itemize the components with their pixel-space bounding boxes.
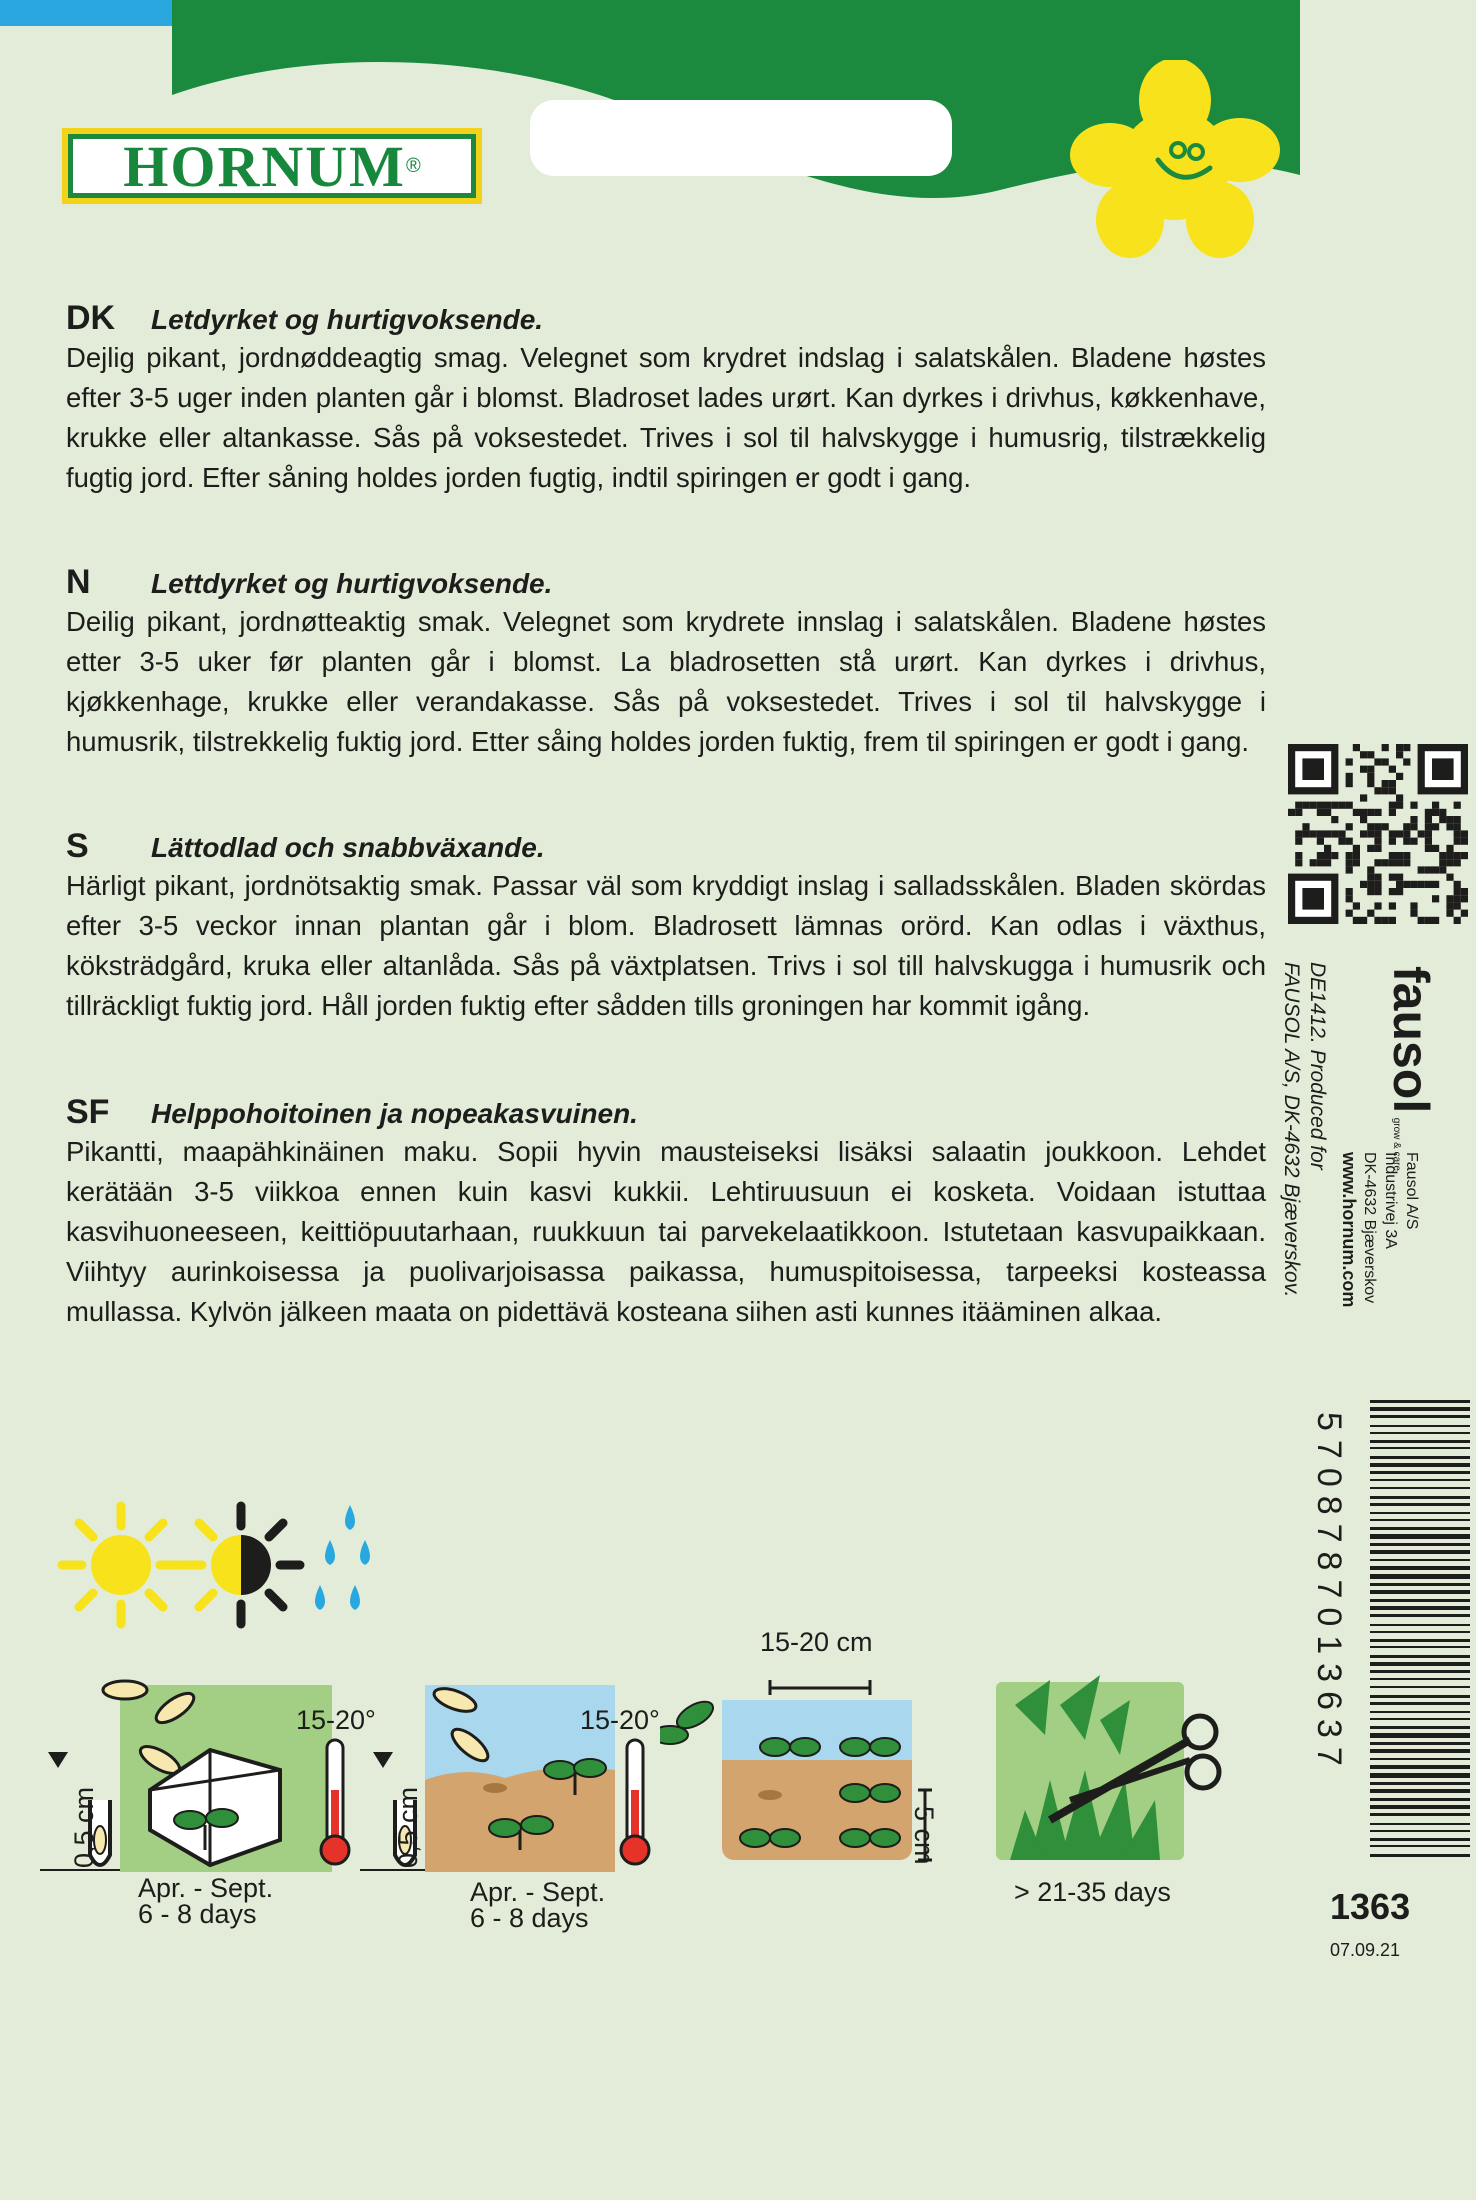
section-subtitle: Lättodlad och snabbväxande. bbox=[151, 832, 545, 863]
hornum-logo bbox=[62, 128, 482, 204]
outdoor-germination: 6 - 8 days bbox=[470, 1903, 589, 1933]
product-number: 1363 bbox=[1330, 1886, 1411, 1927]
plant-spacing-pictogram bbox=[660, 1660, 990, 1880]
section-subtitle: Helppohoitoinen ja nopeakasvuinen. bbox=[151, 1098, 638, 1129]
producer-line: FAUSOL A/S, DK-4632 Bjæverskov. bbox=[1280, 962, 1303, 1298]
section-body: Pikantti, maapähkinäinen maku. Sopii hyvin mausteiseksi lisäksi salaatin joukkoon. Lehdet kerätään 3-5 viikkoa ennen kuin kasvi kukkii. Lehtiruusuun ei kosketa. Voidaan istuttaa kasvihuoneeseen, keittiöpuutarhaan, ruukkuun tai parvekelaatikkoon. Istutetaan kasvupaikkaan. Viihtyy aurinkoisessa ja puolivarjoisassa paikassa, humuspitoisessa, tarpeeksi kosteassa mullassa. Kylvön jälkeen maata on pidettävä kosteana siihen asti kunnes itääminen alkaa. bbox=[66, 1136, 1266, 1327]
spacing-distance: 15-20 cm bbox=[760, 1627, 873, 1657]
brand-name: HORNUM bbox=[123, 133, 406, 199]
producer-line: DE1412. Produced for bbox=[1306, 962, 1329, 1170]
section-body: Härligt pikant, jordnötsaktig smak. Passar väl som kryddigt inslag i salladsskålen. Bladen skördas efter 3-5 veckor innan plantan går i blom. Bladrosett lämnas orörd. Kan odlas i växthus, köksträdgård, kruka eller altanlåda. Sås på växtplatsen. Trivs i sol till halvskugga i humusrik och tillräckligt fuktig jord. Håll jorden fuktig efter sådden tills groningen har kommit igång. bbox=[66, 870, 1266, 1021]
section-body: Dejlig pikant, jordnøddeagtig smag. Velegnet som krydret indslag i salatskålen. Bladene høstes efter 3-5 uger inden planten går i blomst. Bladroset lades urørt. Kan dyrkes i drivhus, køkkenhave, krukke eller altankasse. Sås på voksestedet. Trives i sol til halvskygge i humusrig, tilstrækkelig fugtig jord. Efter såning holdes jorden fugtig, indtil spiringen er godt i gang. bbox=[66, 342, 1266, 493]
fausol-wordmark: fausol bbox=[1383, 966, 1439, 1114]
section-subtitle: Lettdyrket og hurtigvoksende. bbox=[151, 568, 553, 599]
harvest-pictogram bbox=[990, 1660, 1230, 1880]
producer-info bbox=[1278, 962, 1330, 1297]
outdoor-depth: 0,5 cm bbox=[393, 1786, 423, 1868]
fausol-tagline: grow & care bbox=[1391, 1117, 1402, 1172]
address-line: Industrivej 3A bbox=[1382, 1152, 1399, 1249]
harvest-time: > 21-35 days bbox=[1014, 1877, 1171, 1907]
label-blank-area bbox=[530, 100, 952, 176]
indoor-germination: 6 - 8 days bbox=[138, 1899, 257, 1929]
outdoor-period: Apr. - Sept. bbox=[470, 1877, 606, 1907]
half-shade-icon bbox=[176, 1500, 306, 1630]
section-dk bbox=[66, 300, 1266, 498]
address-line: Fausol A/S bbox=[1403, 1152, 1420, 1230]
print-date: 07.09.21 bbox=[1330, 1940, 1401, 1960]
qr-code[interactable] bbox=[1288, 744, 1468, 924]
fausol-address bbox=[1338, 1152, 1422, 1307]
language-code: N bbox=[66, 563, 91, 601]
language-code: SF bbox=[66, 1093, 110, 1131]
section-s bbox=[66, 828, 1266, 1026]
language-code: S bbox=[66, 827, 89, 865]
section-n bbox=[66, 564, 1266, 762]
sun-icon bbox=[56, 1500, 186, 1630]
website-link[interactable]: www.hornum.com bbox=[1339, 1152, 1359, 1308]
smiling-flower-icon bbox=[1070, 60, 1280, 260]
indoor-period: Apr. - Sept. bbox=[138, 1873, 274, 1903]
indoor-depth: 0,5 cm bbox=[69, 1786, 99, 1868]
fausol-logo bbox=[1382, 966, 1440, 1171]
spacing-row-depth: 5 cm bbox=[909, 1806, 939, 1865]
indoor-temperature: 15-20° bbox=[296, 1705, 376, 1735]
section-subtitle: Letdyrket og hurtigvoksende. bbox=[151, 304, 544, 335]
section-sf bbox=[66, 1094, 1266, 1332]
outdoor-temperature: 15-20° bbox=[580, 1705, 660, 1735]
address-line: DK-4632 Bjæverskov bbox=[1361, 1152, 1378, 1304]
registered-mark: ® bbox=[405, 154, 421, 177]
water-drops-icon bbox=[310, 1500, 400, 1630]
barcode-digits: 5708787013637 bbox=[1310, 1412, 1348, 1775]
section-body: Deilig pikant, jordnøtteaktig smak. Velegnet som krydrete innslag i salatskålen. Bladene høstes etter 3-5 uker før planten går i blomst. La bladrosetten stå urørt. Kan dyrkes i drivhus, kjøkkenhage, krukke eller verandakasse. Sås på voksestedet. Trives i sol til halvskygge i humusrik, tilstrekkelig fuktig jord. Etter såing holdes jorden fuktig, frem til spiringen er godt i gang. bbox=[66, 606, 1266, 757]
language-code: DK bbox=[66, 299, 116, 337]
